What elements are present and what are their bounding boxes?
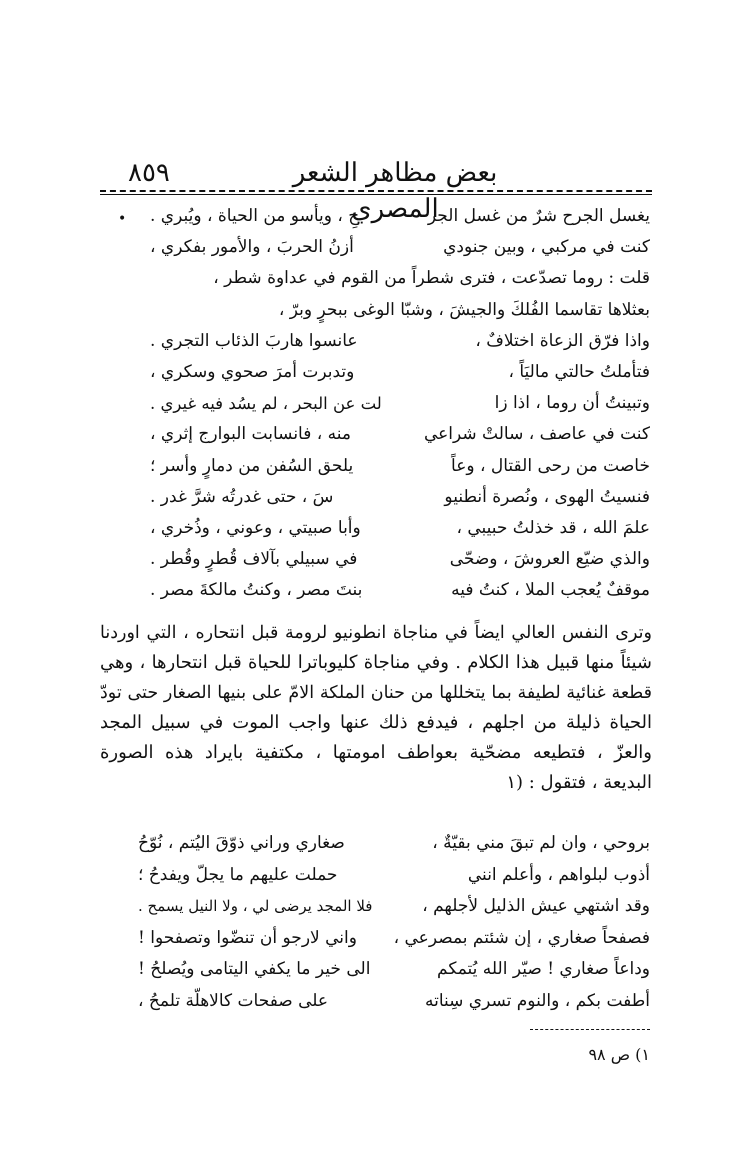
verse-second-hemistich: وتدبرت أمرَ صحوي وسكري ،	[150, 361, 355, 382]
verse-first-hemistich: فصفحاً صغاري ، إن شئتم بمصرعي ،	[393, 927, 650, 948]
running-header-title: بعض مظاهر الشعر المصري	[292, 158, 498, 224]
verse-second-hemistich: في سبيلي بآلاف قُطرٍ وقُطر .	[150, 549, 358, 570]
verse-second-hemistich: واني لارجو أن تنضّوا وتصفحوا !	[138, 927, 357, 948]
prose-line: شيئاً منها قبيل هذا الكلام . وفي مناجاة كليوباترا للحياة قبل انتحارها ، وهي	[100, 652, 652, 673]
verse-second-hemistich: يلحق السُفن من دمارٍ وأسر ؛	[150, 455, 354, 476]
margin-dot: •	[118, 211, 127, 227]
header-rule-thin	[100, 194, 652, 195]
verse-second-hemistich: على صفحات كالاهلّة تلمحُ ،	[138, 990, 329, 1011]
verse-second-hemistich: حملت عليهم ما يجلّ ويفدحُ ؛	[138, 864, 338, 885]
verse-line	[138, 954, 650, 986]
prose-paragraph	[100, 618, 652, 798]
verse-line	[150, 357, 650, 388]
poem-section-1	[150, 201, 650, 606]
verse-line	[138, 860, 650, 892]
verse-first-hemistich: فنسيتُ الهوى ، ونُصرة أنطنيو	[444, 486, 650, 507]
verse-line	[150, 263, 650, 294]
prose-line: الحياة ذليلة من اجلهم ، فيدفع ذلك عنها واجب الموت في سبيل المجد	[100, 712, 652, 733]
header-rule	[100, 190, 652, 192]
verse-first-hemistich: وداعاً صغاري ! صيّر الله يُتمكم	[437, 959, 650, 979]
verse-first-hemistich: فتأملتُ حالتي ماليَاً ،	[508, 361, 650, 382]
verse-second-hemistich: فلا المجد يرضى لي ، ولا النيل يسمح .	[138, 897, 373, 915]
verse-first-hemistich: وتبينتُ أن روما ، اذا زا	[494, 393, 650, 414]
verse-second-hemistich: صغاري وراني ذوّقَ اليُتم ، نُوّحُ	[138, 833, 345, 853]
verse-line	[138, 923, 650, 955]
verse-first-hemistich: علمَ الله ، قد خذلتُ حبيبي ،	[456, 517, 650, 538]
verse-full-line: بعثلاها تقاسما الفُلكَ والجيشَ ، وشبّا الوغى ببحرٍ وبرّ ،	[278, 299, 650, 320]
verse-first-hemistich: أطفت بكم ، والنوم تسري سِناته	[424, 990, 650, 1011]
verse-first-hemistich: بروحي ، وان لم تبقَ مني بقيّةٌ ،	[432, 833, 650, 853]
verse-full-line: قلت : روما تصدّعت ، فترى شطراً من القوم في عداوة شطر ،	[213, 268, 650, 289]
verse-first-hemistich: خاصت من رحى القتال ، وعاً	[451, 455, 650, 476]
verse-line	[138, 828, 650, 860]
footnote: ١) ص ٩٨	[588, 1045, 650, 1064]
verse-second-hemistich: منه ، فانسابت البوارج إثري ،	[150, 424, 352, 445]
verse-line	[138, 891, 650, 923]
verse-line	[150, 575, 650, 606]
verse-second-hemistich: لت عن البحر ، لم يسُد فيه غيري .	[150, 394, 382, 414]
prose-line: قطعة غنائية لطيفة بما يتخللها من حنان الملكة الامّ على بنيها الصغار حتى تودّ	[100, 683, 652, 703]
verse-second-hemistich: بنتَ مصر ، وكنتُ مالكةَ مصر .	[150, 580, 363, 601]
footnote-rule	[530, 1029, 650, 1030]
verse-line	[150, 482, 650, 513]
verse-line	[150, 388, 650, 419]
verse-line	[150, 544, 650, 575]
verse-second-hemistich: وأبا صبيتي ، وعوني ، وذُخري ،	[150, 517, 361, 538]
verse-line	[150, 451, 650, 482]
verse-line	[150, 232, 650, 263]
verse-second-hemistich: أزنُ الحربَ ، والأمور بفكري ،	[150, 237, 354, 258]
prose-line: وترى النفس العالي ايضاً في مناجاة انطونيو لرومة قبل انتحاره ، التي اوردنا	[100, 623, 652, 643]
verse-second-hemistich: عانسوا هاربَ الذئاب التجري .	[150, 330, 358, 351]
verse-line	[150, 295, 650, 326]
verse-first-hemistich: كنت في عاصف ، سالتْ شراعي	[423, 424, 650, 445]
prose-line: البديعة ، فتقول : (١	[506, 772, 652, 793]
verse-second-hemistich: سَ ، حتى غدرتُه شرَّ غدر .	[150, 486, 334, 507]
page-number: ٨٥٩	[128, 158, 170, 188]
verse-first-hemistich: كنت في مركبي ، وبين جنودي	[443, 237, 650, 258]
verse-first-hemistich: موقفٌ يُعجب الملا ، كنتُ فيه	[451, 580, 650, 601]
poem-section-2	[138, 828, 650, 1017]
verse-line	[150, 419, 650, 450]
verse-line	[150, 326, 650, 357]
verse-first-hemistich: والذي ضيّع العروشَ ، وضحّى	[449, 549, 650, 570]
verse-first-hemistich: واذا فرّق الزعاة اختلافٌ ،	[475, 330, 650, 351]
verse-second-hemistich: الى خير ما يكفي اليتامى ويُصلحُ !	[138, 959, 371, 979]
verse-line	[150, 513, 650, 544]
prose-line: والعزّ ، فتطيعه مضحّية بعواطف امومتها ، مكتفية بايراد هذه الصورة	[100, 742, 652, 763]
verse-first-hemistich: يغسل الجرح شرٌ من غسل الجر	[427, 206, 650, 226]
verse-first-hemistich: وقد اشتهي عيش الذليل لأجلهم ،	[422, 896, 650, 916]
verse-second-hemistich: حِ ، ويأسو من الحياة ، ويُبري .	[150, 206, 360, 226]
verse-line	[138, 986, 650, 1018]
verse-line	[150, 201, 650, 232]
verse-first-hemistich: أذوب لبلواهم ، وأعلم انني	[467, 864, 650, 885]
